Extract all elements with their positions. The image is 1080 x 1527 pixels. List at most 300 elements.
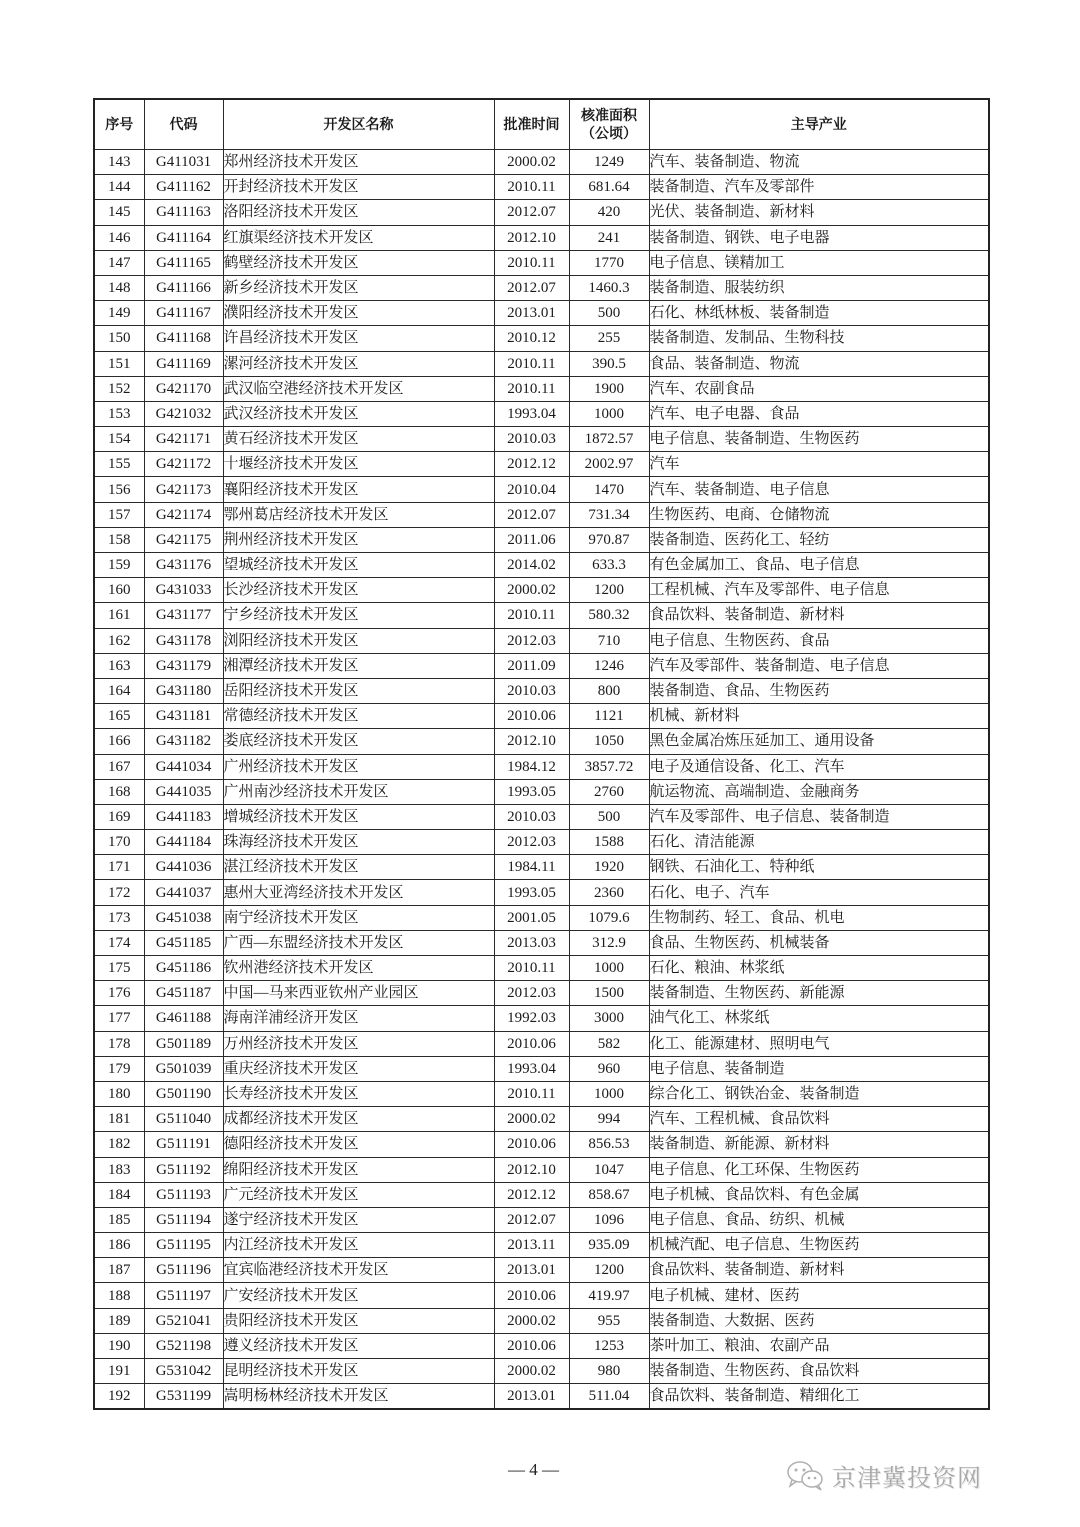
row-industry: 装备制造、新能源、新材料 [649,1132,989,1157]
table-row [94,804,989,829]
row-industry: 食品饮料、装备制造、新材料 [649,603,989,628]
row-industry: 装备制造、发制品、生物科技 [649,326,989,351]
table-row [94,150,989,175]
row-code: G451038 [144,905,223,930]
table-header-row [94,99,989,150]
table-row [94,880,989,905]
row-zone-name: 万州经济技术开发区 [223,1031,494,1056]
row-index: 148 [94,275,144,300]
table-row [94,1258,989,1283]
row-approval-date: 2012.10 [494,225,569,250]
row-approval-date: 2000.02 [494,1359,569,1384]
row-area: 1588 [569,830,649,855]
table-row [94,1283,989,1308]
row-industry: 石化、林纸林板、装备制造 [649,301,989,326]
row-area: 935.09 [569,1233,649,1258]
row-industry: 装备制造、医药化工、轻纺 [649,527,989,552]
row-approval-date: 2000.02 [494,1107,569,1132]
row-index: 168 [94,779,144,804]
wechat-icon [786,1460,826,1492]
row-zone-name: 开封经济技术开发区 [223,175,494,200]
row-approval-date: 2010.03 [494,804,569,829]
row-industry: 汽车及零部件、装备制造、电子信息 [649,653,989,678]
row-industry: 食品、生物医药、机械装备 [649,930,989,955]
row-industry: 装备制造、大数据、医药 [649,1308,989,1333]
table-row [94,930,989,955]
row-index: 143 [94,150,144,175]
row-area: 1253 [569,1333,649,1358]
row-industry: 装备制造、食品、生物医药 [649,678,989,703]
row-code: G441035 [144,779,223,804]
row-code: G411166 [144,275,223,300]
row-area: 2760 [569,779,649,804]
row-industry: 光伏、装备制造、新材料 [649,200,989,225]
row-zone-name: 常德经济技术开发区 [223,704,494,729]
row-approval-date: 2012.07 [494,275,569,300]
row-area: 980 [569,1359,649,1384]
row-approval-date: 2010.06 [494,704,569,729]
row-zone-name: 湘潭经济技术开发区 [223,653,494,678]
header-approval-date: 批准时间 [494,99,569,150]
header-leading-industry: 主导产业 [649,99,989,150]
row-index: 164 [94,678,144,703]
row-industry: 工程机械、汽车及零部件、电子信息 [649,578,989,603]
row-area: 1000 [569,401,649,426]
row-code: G431176 [144,553,223,578]
row-area: 1500 [569,981,649,1006]
row-industry: 汽车、装备制造、电子信息 [649,477,989,502]
row-approval-date: 2013.01 [494,1384,569,1410]
row-approval-date: 2010.11 [494,1081,569,1106]
row-approval-date: 2010.03 [494,678,569,703]
row-area: 1249 [569,150,649,175]
row-approval-date: 2011.09 [494,653,569,678]
row-code: G431182 [144,729,223,754]
row-index: 163 [94,653,144,678]
row-index: 173 [94,905,144,930]
row-index: 152 [94,376,144,401]
row-approval-date: 2012.03 [494,830,569,855]
row-industry: 食品、装备制造、物流 [649,351,989,376]
row-area: 960 [569,1056,649,1081]
row-area: 633.3 [569,553,649,578]
table-row [94,553,989,578]
row-zone-name: 浏阳经济技术开发区 [223,628,494,653]
row-approval-date: 2013.11 [494,1233,569,1258]
row-index: 144 [94,175,144,200]
row-index: 150 [94,326,144,351]
row-zone-name: 娄底经济技术开发区 [223,729,494,754]
row-code: G511197 [144,1283,223,1308]
row-approval-date: 2010.04 [494,477,569,502]
row-approval-date: 2001.05 [494,905,569,930]
row-approval-date: 2013.01 [494,1258,569,1283]
table-row [94,452,989,477]
table-row [94,653,989,678]
row-code: G501189 [144,1031,223,1056]
watermark [786,1458,982,1493]
row-approval-date: 1984.11 [494,855,569,880]
table-row [94,729,989,754]
row-code: G441184 [144,830,223,855]
row-index: 186 [94,1233,144,1258]
row-code: G421172 [144,452,223,477]
row-area: 2002.97 [569,452,649,477]
row-code: G421175 [144,527,223,552]
table-row [94,250,989,275]
row-index: 191 [94,1359,144,1384]
table-row [94,628,989,653]
row-approval-date: 2010.06 [494,1283,569,1308]
table-row [94,1081,989,1106]
row-industry: 汽车、电子电器、食品 [649,401,989,426]
row-area: 3857.72 [569,754,649,779]
row-area: 1200 [569,578,649,603]
row-industry: 装备制造、服装纺织 [649,275,989,300]
row-approval-date: 2014.02 [494,553,569,578]
row-industry: 综合化工、钢铁冶金、装备制造 [649,1081,989,1106]
table-row [94,527,989,552]
row-area: 241 [569,225,649,250]
row-area: 3000 [569,1006,649,1031]
row-index: 149 [94,301,144,326]
row-approval-date: 2010.11 [494,956,569,981]
row-zone-name: 长寿经济技术开发区 [223,1081,494,1106]
row-code: G501190 [144,1081,223,1106]
row-zone-name: 长沙经济技术开发区 [223,578,494,603]
table-row [94,779,989,804]
row-area: 1200 [569,1258,649,1283]
row-approval-date: 2012.03 [494,628,569,653]
row-zone-name: 广安经济技术开发区 [223,1283,494,1308]
row-approval-date: 2012.10 [494,1157,569,1182]
row-industry: 装备制造、生物医药、食品饮料 [649,1359,989,1384]
row-zone-name: 惠州大亚湾经济技术开发区 [223,880,494,905]
row-industry: 茶叶加工、粮油、农副产品 [649,1333,989,1358]
row-industry: 石化、粮油、林浆纸 [649,956,989,981]
row-code: G431179 [144,653,223,678]
row-area: 419.97 [569,1283,649,1308]
row-index: 174 [94,930,144,955]
row-index: 180 [94,1081,144,1106]
row-industry: 电子信息、生物医药、食品 [649,628,989,653]
table-row [94,830,989,855]
row-approval-date: 1993.05 [494,779,569,804]
row-zone-name: 重庆经济技术开发区 [223,1056,494,1081]
row-index: 181 [94,1107,144,1132]
row-approval-date: 2010.06 [494,1132,569,1157]
row-zone-name: 昆明经济技术开发区 [223,1359,494,1384]
row-approval-date: 2013.01 [494,301,569,326]
row-approval-date: 2012.10 [494,729,569,754]
row-industry: 装备制造、生物医药、新能源 [649,981,989,1006]
row-code: G511194 [144,1207,223,1232]
row-code: G531042 [144,1359,223,1384]
table-row [94,704,989,729]
row-code: G451185 [144,930,223,955]
row-zone-name: 南宁经济技术开发区 [223,905,494,930]
row-code: G431178 [144,628,223,653]
row-area: 1872.57 [569,427,649,452]
header-area-unit: （公顷） [581,125,637,142]
row-industry: 电子信息、装备制造、生物医药 [649,427,989,452]
row-area: 710 [569,628,649,653]
row-code: G411168 [144,326,223,351]
row-zone-name: 遵义经济技术开发区 [223,1333,494,1358]
table-row [94,427,989,452]
row-index: 169 [94,804,144,829]
row-area: 800 [569,678,649,703]
row-industry: 化工、能源建材、照明电气 [649,1031,989,1056]
row-zone-name: 海南洋浦经济开发区 [223,1006,494,1031]
row-index: 161 [94,603,144,628]
table-body [94,150,989,1410]
row-code: G511191 [144,1132,223,1157]
row-industry: 汽车、工程机械、食品饮料 [649,1107,989,1132]
row-approval-date: 2010.11 [494,250,569,275]
row-index: 167 [94,754,144,779]
row-index: 156 [94,477,144,502]
row-area: 955 [569,1308,649,1333]
row-industry: 钢铁、石油化工、特种纸 [649,855,989,880]
row-code: G411164 [144,225,223,250]
row-area: 312.9 [569,930,649,955]
row-area: 255 [569,326,649,351]
row-zone-name: 嵩明杨林经济技术开发区 [223,1384,494,1410]
row-industry: 石化、清洁能源 [649,830,989,855]
row-code: G511040 [144,1107,223,1132]
row-industry: 装备制造、钢铁、电子电器 [649,225,989,250]
row-area: 1246 [569,653,649,678]
row-index: 183 [94,1157,144,1182]
row-area: 1000 [569,956,649,981]
row-area: 1900 [569,376,649,401]
header-area-label: 核准面积 [581,107,637,124]
row-code: G411163 [144,200,223,225]
row-industry: 油气化工、林浆纸 [649,1006,989,1031]
row-zone-name: 许昌经济技术开发区 [223,326,494,351]
table-row [94,477,989,502]
row-index: 145 [94,200,144,225]
row-industry: 电子信息、镁精加工 [649,250,989,275]
row-area: 1770 [569,250,649,275]
row-area: 1470 [569,477,649,502]
table-row [94,1233,989,1258]
row-index: 179 [94,1056,144,1081]
table-row [94,1333,989,1358]
row-code: G431033 [144,578,223,603]
row-approval-date: 2010.06 [494,1031,569,1056]
row-index: 178 [94,1031,144,1056]
row-industry: 电子及通信设备、化工、汽车 [649,754,989,779]
row-approval-date: 2000.02 [494,1308,569,1333]
row-zone-name: 广西—东盟经济技术开发区 [223,930,494,955]
row-approval-date: 2010.06 [494,1333,569,1358]
row-area: 390.5 [569,351,649,376]
row-code: G411169 [144,351,223,376]
row-area: 681.64 [569,175,649,200]
row-industry: 生物制药、轻工、食品、机电 [649,905,989,930]
table-row [94,905,989,930]
row-zone-name: 十堰经济技术开发区 [223,452,494,477]
row-index: 184 [94,1182,144,1207]
row-approval-date: 2012.07 [494,1207,569,1232]
row-code: G441036 [144,855,223,880]
row-zone-name: 宜宾临港经济技术开发区 [223,1258,494,1283]
row-code: G461188 [144,1006,223,1031]
row-industry: 汽车、农副食品 [649,376,989,401]
row-zone-name: 珠海经济技术开发区 [223,830,494,855]
row-zone-name: 钦州港经济技术开发区 [223,956,494,981]
row-area: 970.87 [569,527,649,552]
row-zone-name: 宁乡经济技术开发区 [223,603,494,628]
row-approval-date: 1984.12 [494,754,569,779]
row-zone-name: 郑州经济技术开发区 [223,150,494,175]
row-index: 147 [94,250,144,275]
row-industry: 食品饮料、装备制造、新材料 [649,1258,989,1283]
row-industry: 电子机械、建材、医药 [649,1283,989,1308]
table-row [94,326,989,351]
header-index: 序号 [94,99,144,150]
table-row [94,678,989,703]
table-row [94,1359,989,1384]
row-code: G421032 [144,401,223,426]
row-index: 160 [94,578,144,603]
row-code: G521041 [144,1308,223,1333]
row-industry: 汽车 [649,452,989,477]
row-industry: 石化、电子、汽车 [649,880,989,905]
table-row [94,754,989,779]
row-code: G421171 [144,427,223,452]
row-index: 176 [94,981,144,1006]
table-row [94,502,989,527]
row-index: 153 [94,401,144,426]
row-approval-date: 2010.11 [494,376,569,401]
row-index: 189 [94,1308,144,1333]
table-row [94,578,989,603]
row-zone-name: 湛江经济技术开发区 [223,855,494,880]
table-row [94,1006,989,1031]
row-index: 151 [94,351,144,376]
row-industry: 有色金属加工、食品、电子信息 [649,553,989,578]
table-row [94,1031,989,1056]
row-industry: 汽车、装备制造、物流 [649,150,989,175]
table-row [94,1132,989,1157]
row-area: 1920 [569,855,649,880]
row-area: 1047 [569,1157,649,1182]
row-index: 175 [94,956,144,981]
row-industry: 生物医药、电商、仓储物流 [649,502,989,527]
row-industry: 电子机械、食品饮料、有色金属 [649,1182,989,1207]
row-area: 1000 [569,1081,649,1106]
row-zone-name: 武汉临空港经济技术开发区 [223,376,494,401]
page-number: — 4 — [508,1460,559,1479]
row-area: 500 [569,804,649,829]
row-code: G421174 [144,502,223,527]
row-index: 190 [94,1333,144,1358]
row-industry: 电子信息、化工环保、生物医药 [649,1157,989,1182]
table-row [94,981,989,1006]
row-zone-name: 鄂州葛店经济技术开发区 [223,502,494,527]
row-code: G511193 [144,1182,223,1207]
row-zone-name: 漯河经济技术开发区 [223,351,494,376]
watermark-text: 京津冀投资网 [832,1464,982,1492]
row-approval-date: 2010.11 [494,175,569,200]
row-index: 158 [94,527,144,552]
header-zone-name: 开发区名称 [223,99,494,150]
row-area: 1460.3 [569,275,649,300]
row-index: 177 [94,1006,144,1031]
row-approval-date: 2013.03 [494,930,569,955]
row-index: 170 [94,830,144,855]
table-row [94,401,989,426]
table-row [94,603,989,628]
row-zone-name: 荆州经济技术开发区 [223,527,494,552]
row-zone-name: 濮阳经济技术开发区 [223,301,494,326]
row-zone-name: 德阳经济技术开发区 [223,1132,494,1157]
row-code: G501039 [144,1056,223,1081]
table-row [94,956,989,981]
row-industry: 装备制造、汽车及零部件 [649,175,989,200]
row-zone-name: 红旗渠经济技术开发区 [223,225,494,250]
row-code: G421170 [144,376,223,401]
row-approval-date: 2012.03 [494,981,569,1006]
row-zone-name: 广元经济技术开发区 [223,1182,494,1207]
table-row [94,376,989,401]
row-code: G441183 [144,804,223,829]
row-area: 580.32 [569,603,649,628]
row-index: 187 [94,1258,144,1283]
row-area: 420 [569,200,649,225]
row-zone-name: 黄石经济技术开发区 [223,427,494,452]
table-row [94,1157,989,1182]
table-row [94,200,989,225]
row-approval-date: 2012.07 [494,200,569,225]
row-area: 858.67 [569,1182,649,1207]
row-zone-name: 内江经济技术开发区 [223,1233,494,1258]
row-zone-name: 成都经济技术开发区 [223,1107,494,1132]
row-zone-name: 增城经济技术开发区 [223,804,494,829]
row-code: G451186 [144,956,223,981]
row-code: G521198 [144,1333,223,1358]
row-approval-date: 1993.04 [494,401,569,426]
header-code: 代码 [144,99,223,150]
row-code: G411031 [144,150,223,175]
row-area: 582 [569,1031,649,1056]
row-index: 166 [94,729,144,754]
row-index: 165 [94,704,144,729]
header-approved-area [569,99,649,150]
row-index: 162 [94,628,144,653]
row-zone-name: 武汉经济技术开发区 [223,401,494,426]
row-code: G431180 [144,678,223,703]
row-industry: 电子信息、食品、纺织、机械 [649,1207,989,1232]
row-zone-name: 中国—马来西亚钦州产业园区 [223,981,494,1006]
table-row [94,175,989,200]
row-code: G411167 [144,301,223,326]
row-index: 157 [94,502,144,527]
row-industry: 汽车及零部件、电子信息、装备制造 [649,804,989,829]
row-index: 154 [94,427,144,452]
row-area: 1121 [569,704,649,729]
row-zone-name: 广州南沙经济技术开发区 [223,779,494,804]
row-index: 155 [94,452,144,477]
row-approval-date: 2000.02 [494,150,569,175]
row-industry: 黑色金属冶炼压延加工、通用设备 [649,729,989,754]
row-code: G451187 [144,981,223,1006]
row-area: 856.53 [569,1132,649,1157]
row-code: G411165 [144,250,223,275]
